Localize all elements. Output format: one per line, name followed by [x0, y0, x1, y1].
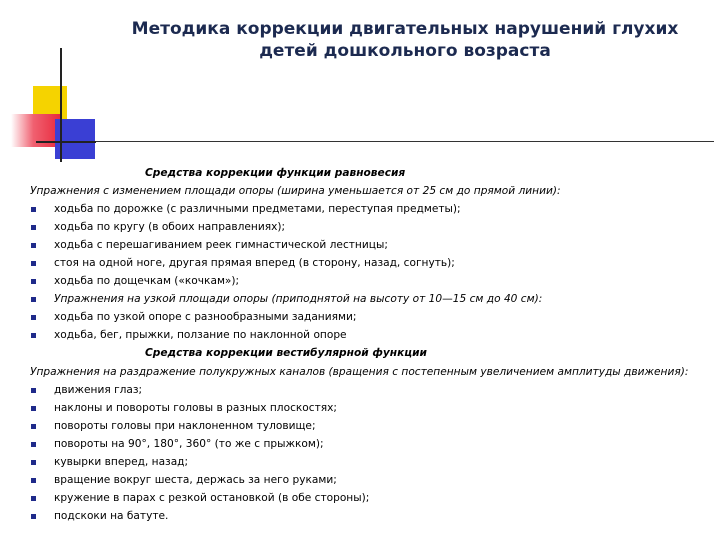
- list-item: [30, 507, 712, 525]
- list-item-text: вращение вокруг шеста, держась за него руками;: [54, 473, 337, 486]
- bullet-square-icon: [31, 442, 36, 447]
- list-item-text: подскоки на батуте.: [54, 509, 169, 522]
- decor-horizontal-rule: [36, 141, 714, 142]
- list-item-text: кувырки вперед, назад;: [54, 455, 189, 468]
- slide-body: [30, 164, 712, 525]
- slide-title-line-2: детей дошкольного возраста: [259, 41, 551, 61]
- list-item-text: ходьба по кругу (в обоих направлениях);: [54, 221, 286, 234]
- balance-exercise-list: [30, 200, 712, 344]
- list-item-text: ходьба по дорожке (с различными предметами, переступая предметы);: [54, 203, 461, 216]
- list-item: [30, 453, 712, 471]
- list-item: [30, 489, 712, 507]
- bullet-square-icon: [31, 279, 36, 284]
- list-item: [30, 399, 712, 417]
- list-item: [30, 272, 712, 290]
- bullet-square-icon: [31, 207, 36, 212]
- list-item-text: наклоны и повороты головы в разных плоскостях;: [54, 401, 337, 414]
- list-item: [30, 326, 712, 344]
- list-item-text: ходьба по узкой опоре с разнообразными заданиями;: [54, 311, 357, 324]
- bullet-square-icon: [31, 460, 36, 465]
- list-item: [30, 254, 712, 272]
- list-item-text: ходьба по дощечкам («кочкам»);: [54, 275, 240, 288]
- list-item: [30, 435, 712, 453]
- bullet-square-icon: [31, 388, 36, 393]
- slide-title: [100, 18, 710, 62]
- list-item-text: стоя на одной ноге, другая прямая вперед (в сторону, назад, согнуть);: [54, 257, 455, 270]
- list-item: [30, 200, 712, 218]
- list-item-text: Упражнения на узкой площади опоры (приподнятой на высоту от 10—15 см до 40 см):: [54, 293, 543, 306]
- bullet-square-icon: [31, 225, 36, 230]
- list-item-text: движения глаз;: [54, 383, 143, 396]
- bullet-square-icon: [31, 297, 36, 302]
- bullet-square-icon: [31, 315, 36, 320]
- bullet-square-icon: [31, 478, 36, 483]
- slide-title-line-1: Методика коррекции двигательных нарушений глухих: [131, 19, 679, 39]
- bullet-square-icon: [31, 243, 36, 248]
- bullet-square-icon: [31, 406, 36, 411]
- list-item-text: ходьба с перешагиванием реек гимнастической лестницы;: [54, 239, 388, 252]
- section-intro-vestibular: Упражнения на раздражение полукружных каналов (вращения с постепенным увеличением амплитуды движения):: [30, 365, 689, 378]
- list-item: [30, 417, 712, 435]
- vestibular-exercise-list: [30, 381, 712, 525]
- list-item: [30, 218, 712, 236]
- section-heading-balance: Средства коррекции функции равновесия: [145, 167, 406, 179]
- list-item: [30, 308, 712, 326]
- list-item: [30, 290, 712, 308]
- section-heading-vestibular: Средства коррекции вестибулярной функции: [145, 347, 427, 360]
- bullet-square-icon: [31, 424, 36, 429]
- bullet-square-icon: [31, 514, 36, 519]
- bullet-square-icon: [31, 261, 36, 266]
- bullet-square-icon: [31, 496, 36, 501]
- list-item-text: кружение в парах с резкой остановкой (в обе стороны);: [54, 491, 370, 504]
- list-item: [30, 381, 712, 399]
- list-item-text: ходьба, бег, прыжки, ползание по наклонной опоре: [54, 329, 347, 342]
- list-item: [30, 471, 712, 489]
- list-item: [30, 236, 712, 254]
- list-item-text: повороты головы при наклоненном туловище;: [54, 419, 316, 432]
- section-intro-balance: Упражнения с изменением площади опоры (ширина уменьшается от 25 см до прямой линии):: [30, 185, 561, 198]
- bullet-square-icon: [31, 333, 36, 338]
- decor-horizontal-accent: [36, 141, 96, 143]
- list-item-text: повороты на 90°, 180°, 360° (то же с прыжком);: [54, 437, 324, 450]
- decor-vertical-line: [60, 48, 62, 162]
